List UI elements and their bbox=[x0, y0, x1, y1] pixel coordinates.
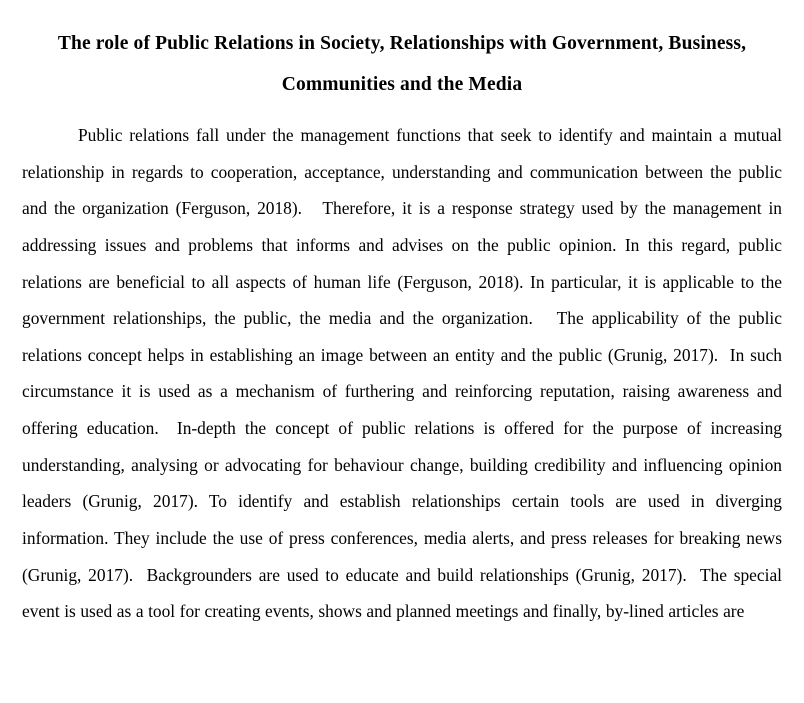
paragraph-text: Public relations fall under the management functions that seek to identify and maintain a mutual relationship in regards to cooperation, acceptance, understanding and communication between the public and the organization (Ferguson, 2018). Therefore, it is a response strategy used by the management in addressing issues and problems that informs and advises on the public opinion. In this regard, public relations are beneficial to all aspects of human life (Ferguson, 2018). In particular, it is applicable to the government relationships, the public, the media and the organization. The applicability of the public relations concept helps in establishing an image between an entity and the public (Grunig, 2017). In such circumstance it is used as a mechanism of furthering and reinforcing reputation, raising awareness and offering education. In-depth the concept of public relations is offered for the purpose of increasing understanding, analysing or advocating for behaviour change, building credibility and influencing opinion leaders (Grunig, 2017). To identify and establish relationships certain tools are used in diverging information. They include the use of press conferences, media alerts, and press releases for breaking news (Grunig, 2017). Backgrounders are used to educate and build relationships (Grunig, 2017). The special event is used as a tool for creating events, shows and planned meetings and finally, by-lined articles are bbox=[22, 125, 787, 622]
document-title: The role of Public Relations in Society, Relationships with Government, Business, Communities and the Media bbox=[57, 33, 747, 95]
document-paragraph bbox=[22, 117, 787, 630]
